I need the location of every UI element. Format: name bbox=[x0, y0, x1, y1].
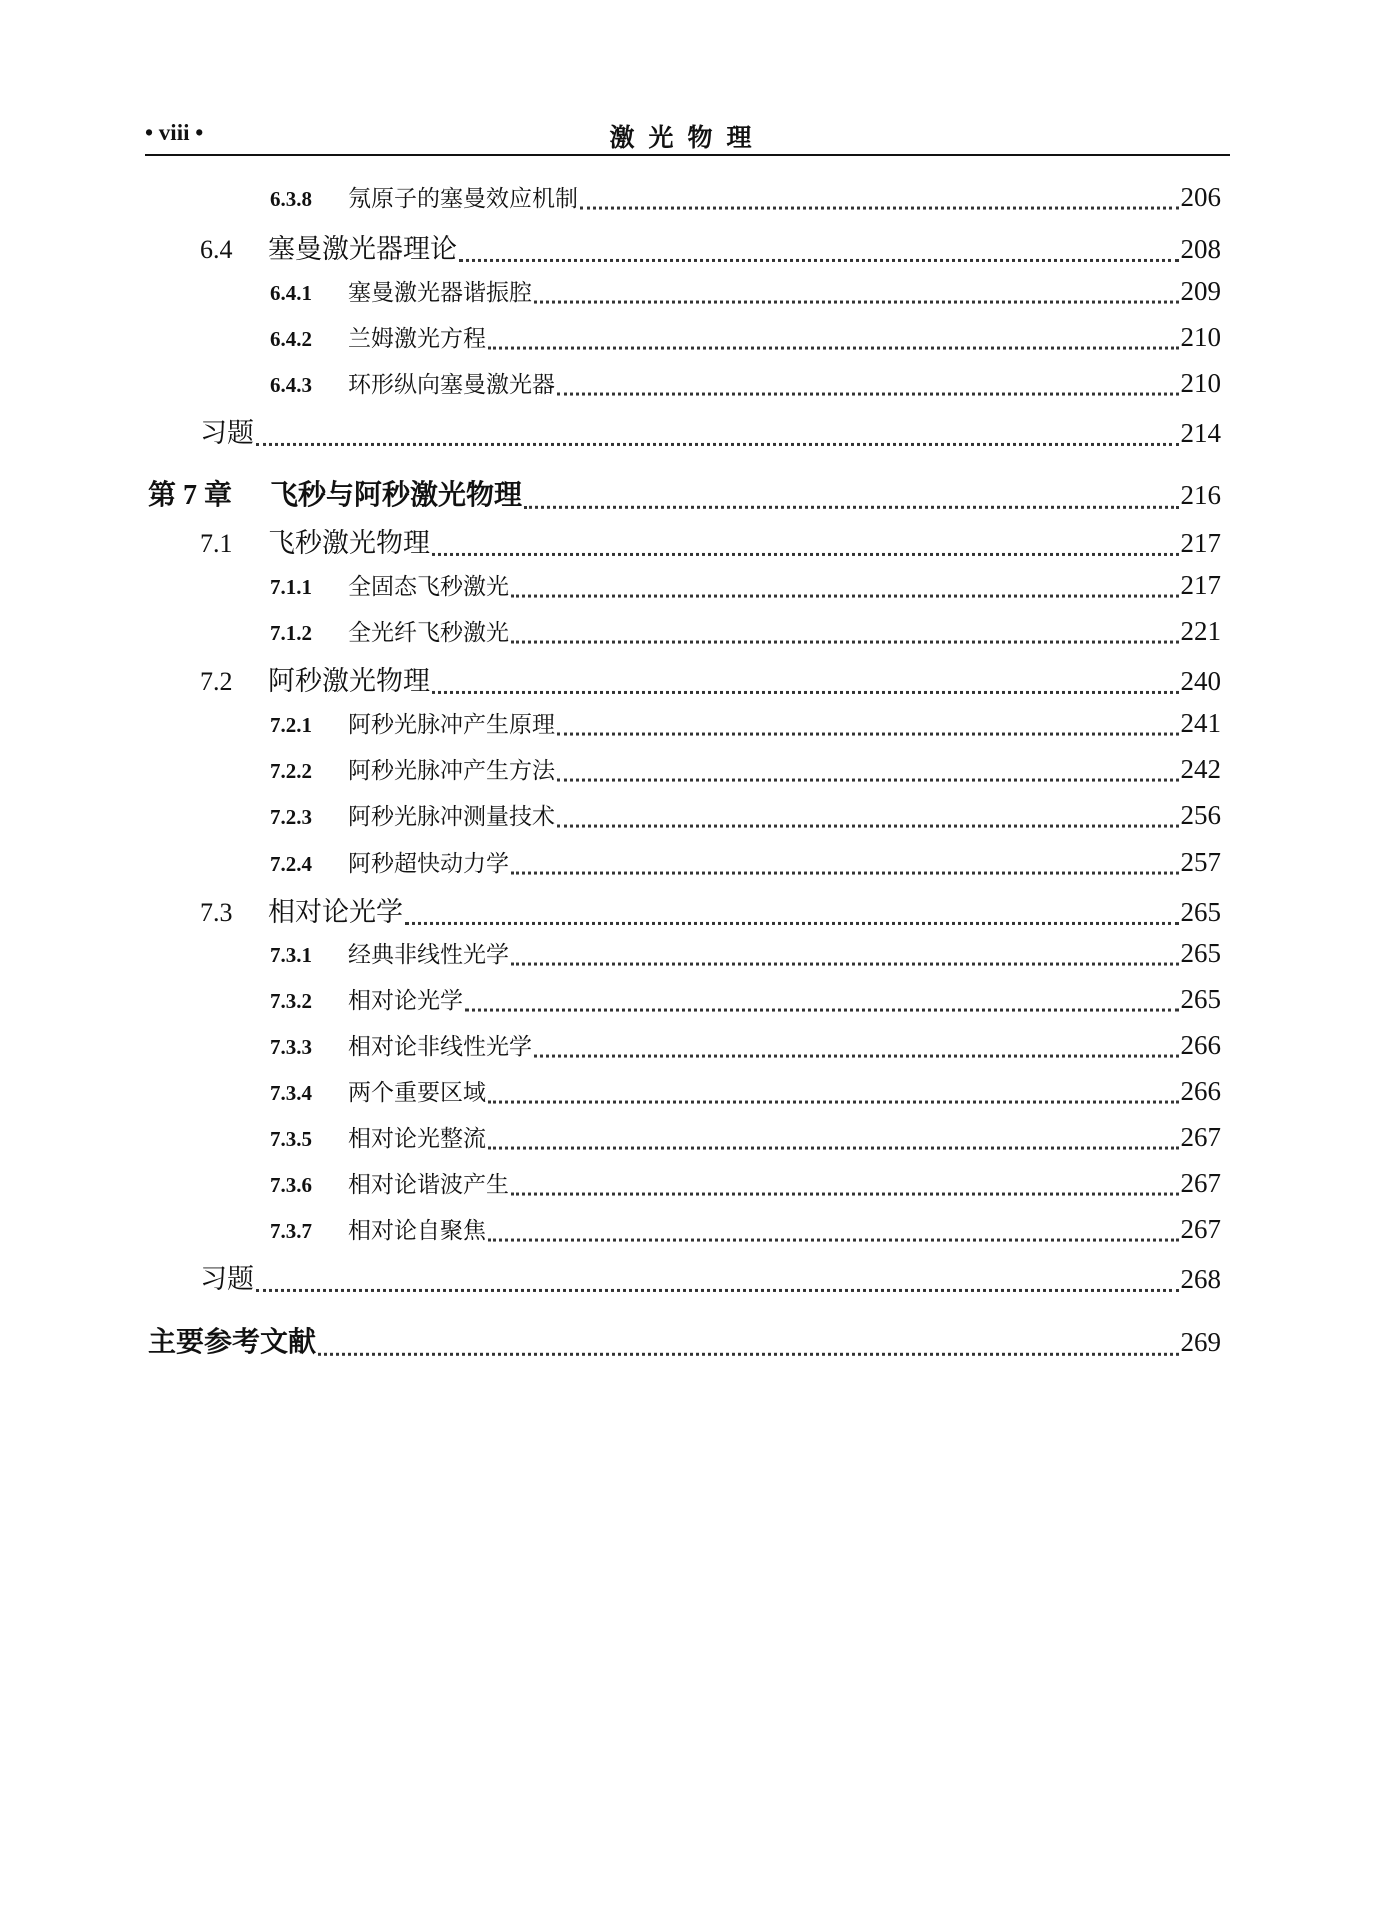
entry-title: 塞曼激光器理论 bbox=[268, 234, 457, 264]
toc-entry[interactable] bbox=[200, 227, 1221, 266]
entry-page-number: 269 bbox=[1180, 1327, 1221, 1357]
toc-entry[interactable] bbox=[270, 1120, 1221, 1153]
entry-page-number: 240 bbox=[1180, 666, 1221, 696]
entry-title: 全光纤飞秒激光 bbox=[348, 620, 509, 645]
entry-number: 7.2.3 bbox=[270, 805, 312, 829]
entry-page-number: 265 bbox=[1180, 897, 1221, 927]
toc-chapter-entry[interactable] bbox=[148, 1320, 1221, 1360]
toc-exercise-entry[interactable] bbox=[200, 411, 1221, 450]
toc-entry[interactable] bbox=[200, 659, 1221, 698]
entry-title: 阿秒光脉冲测量技术 bbox=[348, 804, 555, 829]
dot-leader bbox=[488, 1128, 1179, 1149]
dot-leader bbox=[488, 328, 1179, 349]
toc-entry[interactable] bbox=[270, 320, 1221, 353]
entry-title: 两个重要区域 bbox=[348, 1080, 486, 1105]
toc-entry[interactable] bbox=[200, 890, 1221, 929]
dot-leader bbox=[318, 1330, 1178, 1355]
entry-title: 阿秒激光物理 bbox=[268, 666, 430, 696]
dot-leader bbox=[557, 374, 1179, 395]
toc-entry[interactable] bbox=[270, 706, 1221, 739]
toc-entry[interactable] bbox=[270, 614, 1221, 647]
toc-chapter-entry[interactable] bbox=[148, 473, 1221, 513]
entry-page-number: 268 bbox=[1180, 1264, 1221, 1294]
dot-leader bbox=[511, 1174, 1179, 1195]
entry-title: 相对论光学 bbox=[268, 897, 403, 927]
toc-entry[interactable] bbox=[270, 568, 1221, 601]
dot-leader bbox=[580, 188, 1179, 209]
entry-title: 习题 bbox=[200, 1264, 254, 1294]
toc-entry[interactable] bbox=[270, 180, 1221, 213]
entry-page-number: 208 bbox=[1180, 234, 1221, 264]
dot-leader bbox=[557, 714, 1179, 735]
entry-number: 第 7 章 bbox=[148, 480, 233, 511]
entry-title: 塞曼激光器谐振腔 bbox=[348, 280, 532, 305]
entry-number: 7.2 bbox=[200, 667, 233, 696]
dot-leader bbox=[511, 853, 1179, 874]
dot-leader bbox=[432, 669, 1179, 694]
entry-title: 阿秒光脉冲产生原理 bbox=[348, 712, 555, 737]
toc-entry[interactable] bbox=[270, 752, 1221, 785]
entry-page-number: 217 bbox=[1180, 528, 1221, 558]
dot-leader bbox=[488, 1220, 1179, 1241]
entry-number: 7.3.3 bbox=[270, 1035, 312, 1059]
dot-leader bbox=[256, 1267, 1179, 1292]
entry-page-number: 265 bbox=[1180, 938, 1221, 968]
dot-leader bbox=[534, 282, 1179, 303]
entry-number: 7.3.2 bbox=[270, 989, 312, 1013]
entry-number: 6.4 bbox=[200, 235, 233, 264]
entry-page-number: 265 bbox=[1180, 984, 1221, 1014]
entry-title: 全固态飞秒激光 bbox=[348, 574, 509, 599]
dot-leader bbox=[511, 576, 1179, 597]
entry-title: 相对论自聚焦 bbox=[348, 1218, 486, 1243]
dot-leader bbox=[459, 237, 1179, 262]
entry-page-number: 209 bbox=[1180, 276, 1221, 306]
toc-entry[interactable] bbox=[270, 1212, 1221, 1245]
entry-page-number: 217 bbox=[1180, 570, 1221, 600]
entry-page-number: 267 bbox=[1180, 1214, 1221, 1244]
entry-title: 相对论谐波产生 bbox=[348, 1172, 509, 1197]
dot-leader bbox=[256, 421, 1179, 446]
entry-title: 习题 bbox=[200, 418, 254, 448]
dot-leader bbox=[511, 944, 1179, 965]
page-number: • viii • bbox=[145, 120, 204, 145]
toc-entry[interactable] bbox=[270, 1028, 1221, 1061]
entry-number: 7.3.7 bbox=[270, 1219, 312, 1243]
running-header bbox=[145, 112, 1230, 156]
entry-title: 相对论非线性光学 bbox=[348, 1034, 532, 1059]
entry-number: 6.3.8 bbox=[270, 187, 312, 211]
entry-page-number: 216 bbox=[1180, 480, 1221, 510]
entry-page-number: 257 bbox=[1180, 847, 1221, 877]
entry-page-number: 214 bbox=[1180, 418, 1221, 448]
dot-leader bbox=[405, 900, 1179, 925]
entry-number: 7.3.5 bbox=[270, 1127, 312, 1151]
dot-leader bbox=[534, 1036, 1179, 1057]
entry-title: 阿秒光脉冲产生方法 bbox=[348, 758, 555, 783]
entry-number: 7.3.6 bbox=[270, 1173, 312, 1197]
entry-title: 相对论光学 bbox=[348, 988, 463, 1013]
toc-entry[interactable] bbox=[270, 1166, 1221, 1199]
dot-leader bbox=[524, 483, 1178, 508]
toc-entry[interactable] bbox=[270, 366, 1221, 399]
toc-entry[interactable] bbox=[270, 936, 1221, 969]
entry-number: 7.1 bbox=[200, 529, 233, 558]
entry-page-number: 256 bbox=[1180, 800, 1221, 830]
toc-entry[interactable] bbox=[270, 1074, 1221, 1107]
entry-title: 经典非线性光学 bbox=[348, 942, 509, 967]
entry-number: 7.3 bbox=[200, 898, 233, 927]
toc-entry[interactable] bbox=[270, 845, 1221, 878]
entry-page-number: 266 bbox=[1180, 1076, 1221, 1106]
entry-title: 氖原子的塞曼效应机制 bbox=[348, 186, 578, 211]
entry-number: 6.4.2 bbox=[270, 327, 312, 351]
entry-number: 7.2.1 bbox=[270, 713, 312, 737]
entry-title: 飞秒与阿秒激光物理 bbox=[270, 480, 523, 511]
entry-number: 6.4.1 bbox=[270, 281, 312, 305]
toc-exercise-entry[interactable] bbox=[200, 1257, 1221, 1296]
entry-number: 7.1.1 bbox=[270, 575, 312, 599]
entry-title: 相对论光整流 bbox=[348, 1126, 486, 1151]
entry-page-number: 241 bbox=[1180, 708, 1221, 738]
dot-leader bbox=[465, 990, 1179, 1011]
entry-number: 7.2.4 bbox=[270, 852, 312, 876]
entry-number: 7.3.1 bbox=[270, 943, 312, 967]
toc-entry[interactable] bbox=[200, 521, 1221, 560]
dot-leader bbox=[557, 806, 1179, 827]
entry-number: 7.3.4 bbox=[270, 1081, 312, 1105]
entry-page-number: 210 bbox=[1180, 368, 1221, 398]
dot-leader bbox=[488, 1082, 1179, 1103]
entry-page-number: 221 bbox=[1180, 616, 1221, 646]
book-title: 激光物理 bbox=[609, 125, 766, 152]
toc-entry[interactable] bbox=[270, 982, 1221, 1015]
entry-title: 兰姆激光方程 bbox=[348, 326, 486, 351]
entry-page-number: 206 bbox=[1180, 182, 1221, 212]
toc-entry[interactable] bbox=[270, 274, 1221, 307]
dot-leader bbox=[557, 760, 1179, 781]
dot-leader bbox=[432, 531, 1179, 556]
entry-title: 飞秒激光物理 bbox=[268, 528, 430, 558]
entry-number: 6.4.3 bbox=[270, 373, 312, 397]
entry-number: 7.2.2 bbox=[270, 759, 312, 783]
entry-title: 主要参考文献 bbox=[148, 1327, 317, 1358]
entry-page-number: 266 bbox=[1180, 1030, 1221, 1060]
entry-title: 阿秒超快动力学 bbox=[348, 851, 509, 876]
toc-entry[interactable] bbox=[270, 798, 1221, 831]
entry-page-number: 210 bbox=[1180, 322, 1221, 352]
entry-page-number: 242 bbox=[1180, 754, 1221, 784]
entry-number: 7.1.2 bbox=[270, 621, 312, 645]
dot-leader bbox=[511, 622, 1179, 643]
entry-page-number: 267 bbox=[1180, 1168, 1221, 1198]
entry-title: 环形纵向塞曼激光器 bbox=[348, 372, 555, 397]
entry-page-number: 267 bbox=[1180, 1122, 1221, 1152]
